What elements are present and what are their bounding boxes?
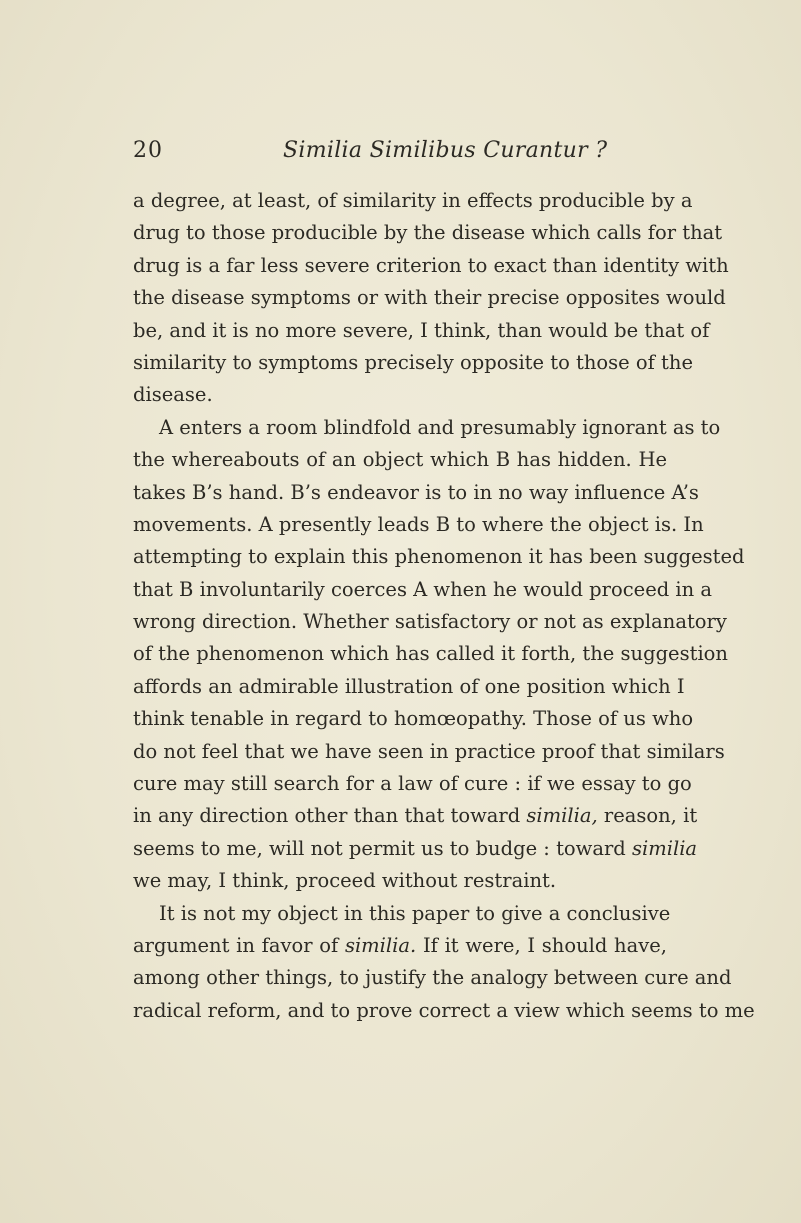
- italic-term: similia.: [344, 933, 417, 957]
- text-line: be, and it is no more severe, I think, than would be that of: [133, 318, 710, 342]
- text-line: wrong direction. Whether satisfactory or not as explanatory: [133, 610, 727, 634]
- text-segment: If it were, I should have,: [422, 933, 667, 957]
- text-line: think tenable in regard to homœopathy. Those of us who: [133, 707, 694, 731]
- text-line: that B involuntarily coerces A when he would proceed in a: [133, 577, 713, 601]
- text-line: disease.: [133, 383, 213, 407]
- italic-term: similia: [631, 836, 698, 860]
- text-line: similarity to symptoms precisely opposite to those of the: [133, 350, 693, 374]
- text-line: attempting to explain this phenomenon it has been suggested: [133, 545, 745, 569]
- text-line: drug to those producible by the disease which calls for that: [133, 221, 723, 245]
- italic-term: similia,: [526, 804, 598, 828]
- running-head: Similia Similibus Curantur ?: [283, 138, 608, 163]
- text-line: [133, 833, 698, 865]
- text-segment: seems to me, will not permit us to budge : toward: [133, 836, 626, 860]
- text-line: radical reform, and to prove correct a view which seems to me: [133, 998, 755, 1022]
- text-line: [133, 930, 667, 962]
- text-line: drug is a far less severe criterion to exact than identity with: [133, 253, 729, 277]
- text-segment: argument in favor of: [133, 933, 339, 957]
- text-line: It is not my object in this paper to give a conclusive: [159, 901, 671, 925]
- text-line: movements. A presently leads B to where the object is. In: [133, 512, 704, 536]
- text-line: of the phenomenon which has called it forth, the suggestion: [133, 642, 728, 666]
- text-line: among other things, to justify the analogy between cure and: [133, 966, 732, 990]
- text-line: [133, 800, 698, 832]
- text-line: the disease symptoms or with their precise opposites would: [133, 286, 726, 310]
- text-line: affords an admirable illustration of one position which I: [133, 674, 685, 698]
- text-line: the whereabouts of an object which B has hidden. He: [133, 448, 667, 472]
- page-number: 20: [133, 138, 163, 163]
- text-line: a degree, at least, of similarity in effects producible by a: [133, 189, 693, 212]
- text-line: cure may still search for a law of cure : if we essay to go: [133, 772, 692, 796]
- text-line: do not feel that we have seen in practice proof that similars: [133, 739, 725, 763]
- text-line: A enters a room blindfold and presumably ignorant as to: [159, 415, 721, 439]
- body-text: [133, 185, 755, 1027]
- text-segment: in any direction other than that toward: [133, 804, 521, 828]
- text-line: we may, I think, proceed without restraint.: [133, 869, 557, 893]
- text-line: takes B’s hand. B’s endeavor is to in no way influence A’s: [133, 480, 699, 504]
- page-header: [133, 138, 667, 172]
- text-segment: reason, it: [603, 804, 698, 828]
